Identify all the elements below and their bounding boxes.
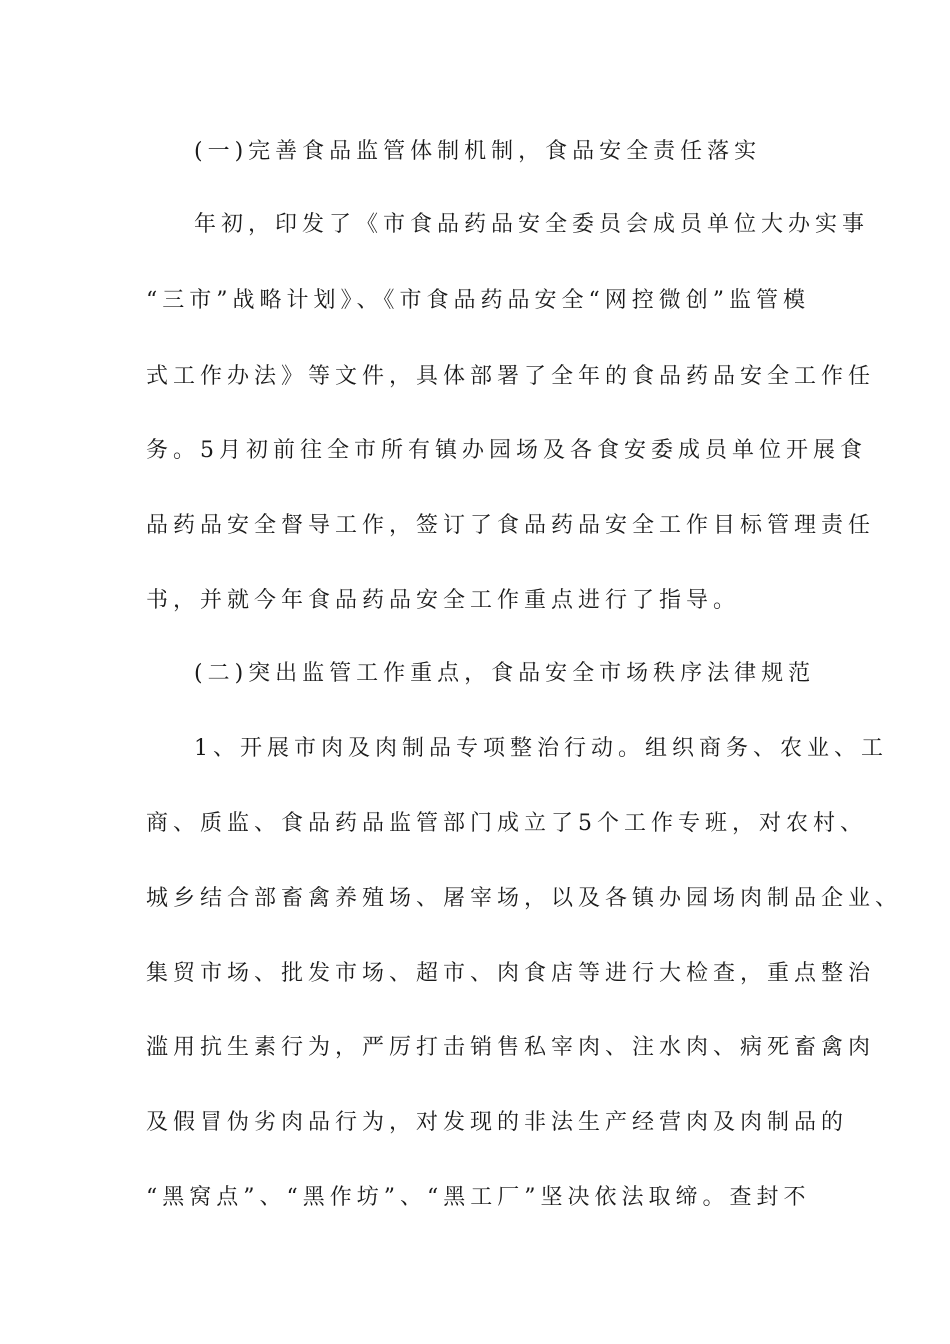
paragraph-line: 品药品安全督导工作，签订了食品药品安全工作目标管理责任 <box>146 513 876 538</box>
paragraph-line: 集贸市场、批发市场、超市、肉食店等进行大检查，重点整治 <box>146 961 876 986</box>
paragraph-line: 商、质监、食品药品监管部门成立了5个工作专班，对农村、 <box>146 811 867 836</box>
paragraph-line: 及假冒伪劣肉品行为，对发现的非法生产经营肉及肉制品的 <box>146 1110 849 1135</box>
paragraph-line: “黑窝点”、“黑作坊”、“黑工厂”坚决依法取缔。查封不 <box>146 1185 811 1210</box>
paragraph-line: 务。5月初前往全市所有镇办园场及各食安委成员单位开展食 <box>146 438 867 463</box>
paragraph-line: 书，并就今年食品药品安全工作重点进行了指导。 <box>146 588 741 613</box>
paragraph-line: 式工作办法》等文件，具体部署了全年的食品药品安全工作任 <box>146 364 876 389</box>
paragraph-line: “三市”战略计划》、《市食品药品安全“网控微创”监管模 <box>146 288 810 313</box>
paragraph-line: 1、开展市肉及肉制品专项整治行动。组织商务、农业、工 <box>194 736 888 761</box>
paragraph-line: 滥用抗生素行为，严厉打击销售私宰肉、注水肉、病死畜禽肉 <box>146 1035 876 1060</box>
section-heading-1: (一)完善食品监管体制机制，食品安全责任落实 <box>194 139 762 164</box>
section-heading-2: (二)突出监管工作重点，食品安全市场秩序法律规范 <box>194 661 816 686</box>
paragraph-line: 城乡结合部畜禽养殖场、屠宰场，以及各镇办园场肉制品企业、 <box>146 886 903 911</box>
paragraph-line: 年初，印发了《市食品药品安全委员会成员单位大办实事 <box>194 212 870 237</box>
